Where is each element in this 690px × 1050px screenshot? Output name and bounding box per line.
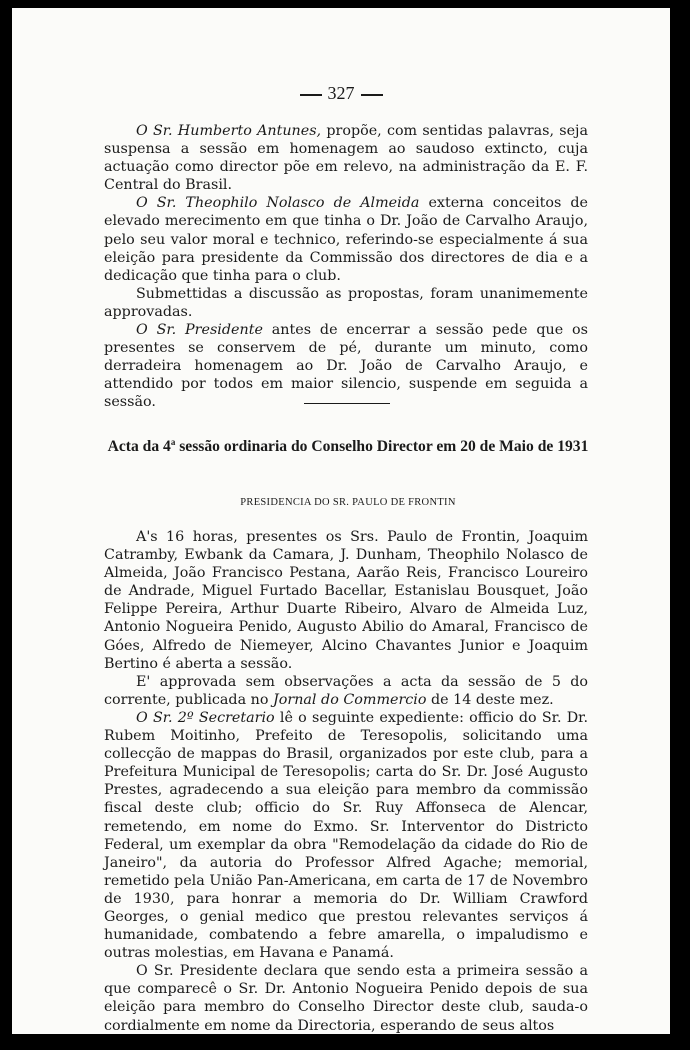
previous-session-text — [104, 122, 588, 412]
paragraph-minutes-approved: E' approvada sem observações a acta da sessão de 5 do corrente, publicada no Jornal do Commercio de 14 deste mez. — [104, 673, 588, 708]
page-number — [12, 84, 670, 102]
paragraph-proposals-approved: Submettidas a discussão as propostas, foram unanimemente approvadas. — [104, 285, 588, 320]
paragraph-presidente-closes: O Sr. Presidente antes de encerrar a sessão pede que os presentes se conservem de pé, durante um minuto, como derradeira homenagem ao Dr. João de Carvalho Araujo, e attendido por todos em maior silencio, suspende em seguida a sessão. — [104, 322, 588, 411]
paragraph-secretary-correspondence: O Sr. 2º Secretario lê o seguinte expediente: officio do Sr. Dr. Rubem Moitinho, Prefeito de Teresopolis, solicitando uma collecção de mappas do Brasil, organizados por este club, para a Prefeitura Municipal de Teresopolis; carta do Sr. Dr. José Augusto Prestes, agradecendo a sua eleição para membro da commissão fiscal deste club; officio do Sr. Ruy Affonseca de Alencar, remetendo, em nome do Exmo. Sr. Interventor do Districto Federal, um exemplar da obra "Remodelação da cidade do Rio de Janeiro", da autoria do Professor Alfred Agache; memorial, remetido pela União Pan-Americana, em carta de 17 de Novembro de 1930, para honrar a memoria do Dr. William Crawford Georges, o genial medico que prestou relevantes serviços á humanidade, combatendo a febre amarella, o impaludismo e outras molestias, em Havana e Panamá. — [104, 709, 588, 962]
session-minutes-text — [104, 528, 588, 1035]
folio-dash-right — [361, 94, 383, 96]
document-page — [12, 8, 670, 1034]
session-heading: Acta da 4$^a$ sessão ordinaria do Conselho Director em 20 de Maio de 1931 — [107, 437, 589, 456]
section-divider — [304, 403, 390, 404]
paragraph-presidente-greets: O Sr. Presidente declara que sendo esta a primeira sessão a que comparecê o Sr. Dr. Antonio Nogueira Penido depois de sua eleição para membro do Conselho Director deste club, sauda-o cordialmente em nome da Directoria, esperando de seus altos — [104, 963, 588, 1034]
paragraph-theophilo-nolasco: O Sr. Theophilo Nolasco de Almeida externa conceitos de elevado merecimento em que tinha o Dr. João de Carvalho Araujo, pelo seu valor moral e technico, referindo-se especialmente á sua eleição para presidente da Commissão dos directores de dia e a dedicação que tinha para o club. — [104, 195, 588, 284]
page-number-text: 327 — [327, 83, 355, 103]
paragraph-humberto-antunes: O Sr. Humberto Antunes, propõe, com sentidas palavras, seja suspensa a sessão em homenagem ao saudoso extincto, cuja actuação como director põe em relevo, na administração da E. F. Central do Brasil. — [104, 123, 588, 194]
paragraph-attendance: A's 16 horas, presentes os Srs. Paulo de Frontin, Joaquim Catramby, Ewbank da Camara, J. Dunham, Theophilo Nolasco de Almeida, João Francisco Pestana, Aarão Reis, Francisco Loureiro de Andrade, Miguel Furtado Bacellar, Estanislau Bousquet, João Felippe Pereira, Arthur Duarte Ribeiro, Alvaro de Almeida Luz, Antonio Nogueira Penido, Augusto Abilio do Amaral, Francisco de Góes, Alfredo de Niemeyer, Alcino Chavantes Junior e Joaquim Bertino é aberta a sessão. — [104, 529, 588, 672]
presidency-line: PRESIDENCIA DO SR. PAULO DE FRONTIN — [240, 497, 456, 508]
folio-dash-left — [300, 94, 322, 96]
